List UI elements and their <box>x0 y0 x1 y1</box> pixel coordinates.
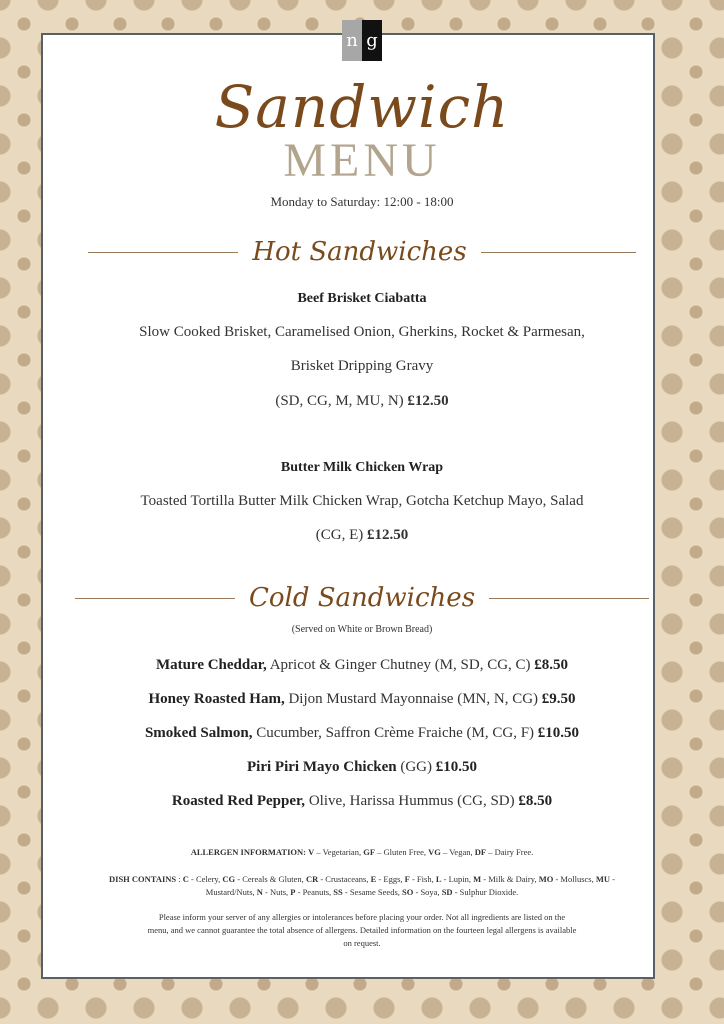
dish-description: Slow Cooked Brisket, Caramelised Onion, Gherkins, Rocket & Parmesan, <box>139 324 585 340</box>
cold-item-name: Honey Roasted Ham, <box>148 691 285 707</box>
cold-item-name: Smoked Salmon, <box>144 725 253 741</box>
allergen-code: GF <box>363 847 376 857</box>
heading-rule-left <box>75 598 235 599</box>
allergen-text: - Crustaceans, <box>320 874 369 884</box>
allergen-code: SS <box>333 887 343 897</box>
dish-name: Beef Brisket Ciabatta <box>297 291 427 306</box>
allergen-code: VG <box>428 847 441 857</box>
allergen-text: - Milk & Dairy, <box>483 874 537 884</box>
allergen-text: - Lupin, <box>443 874 472 884</box>
allergen-code: V <box>308 847 315 857</box>
disclaimer-line: Please inform your server of any allergies or intolerances before placing your order. Not all ingredients are listed on the <box>158 912 566 922</box>
allergen-text: – Vegetarian, <box>316 847 362 857</box>
heading-rule-right <box>481 252 636 253</box>
allergen-code: F <box>404 874 410 884</box>
cold-item-desc: (GG) <box>400 759 432 775</box>
allergen-text: – Vegan, <box>443 847 473 857</box>
cold-item-price: £10.50 <box>537 725 580 741</box>
disclaimer-line: menu, and we cannot guarantee the total absence of allergens. Detailed information on the fourteen legal allergens is available <box>147 925 577 935</box>
allergen-text: - Eggs, <box>378 874 403 884</box>
allergen-code: SD <box>441 887 453 897</box>
cold-item <box>0 759 724 776</box>
cold-item-name: Mature Cheddar, <box>155 657 267 673</box>
cold-heading-label: Cold Sandwiches <box>248 583 476 613</box>
opening-hours: Monday to Saturday: 12:00 - 18:00 <box>270 194 454 209</box>
cold-item-desc: Apricot & Ginger Chutney (M, SD, CG, C) <box>269 657 531 673</box>
hot-section-heading <box>0 232 724 272</box>
allergen-text: - Molluscs, <box>555 874 594 884</box>
dish-price: £12.50 <box>367 527 409 543</box>
cold-item-price: £10.50 <box>435 759 477 775</box>
cold-item <box>0 793 724 810</box>
cold-item <box>0 657 724 674</box>
heading-rule-right <box>489 598 649 599</box>
allergen-code: DF <box>474 847 487 857</box>
allergen-code: E <box>370 874 377 884</box>
allergen-text: - Cereals & Gluten, <box>237 874 304 884</box>
dish-allergens: (CG, E) <box>315 527 364 543</box>
bread-note: (Served on White or Brown Bread) <box>291 624 433 635</box>
cold-item-desc: Dijon Mustard Mayonnaise (MN, N, CG) <box>288 691 539 707</box>
cold-item-price: £8.50 <box>518 793 553 809</box>
logo-letter-n: n <box>342 20 362 61</box>
allergen-information <box>0 846 724 858</box>
title-sandwich: Sandwich <box>214 73 510 141</box>
allergen-text: - <box>612 874 615 884</box>
allergen-code: SO <box>402 887 414 897</box>
dish-contains-line1: DISH CONTAINS : C - Celery, CG - Cereals & Gluten, CR - Crustaceans, E - Eggs, F - Fish, L - Lupin, M - Milk & Dairy, MO - Molluscs, MU - <box>109 874 615 884</box>
allergen-code: MU <box>595 874 611 884</box>
cold-item-price: £9.50 <box>541 691 576 707</box>
allergen-code: N <box>256 887 263 897</box>
cold-item-name: Piri Piri Mayo Chicken <box>247 759 397 775</box>
allergen-text: – Gluten Free, <box>377 847 427 857</box>
dish-allergens: (SD, CG, M, MU, N) <box>275 393 404 409</box>
allergen-code: P <box>290 887 296 897</box>
allergen-text: - Peanuts, <box>297 887 332 897</box>
dish-description: Brisket Dripping Gravy <box>290 358 434 374</box>
cold-item-desc: Olive, Harissa Hummus (CG, SD) <box>308 793 515 809</box>
cold-item-name: Roasted Red Pepper, <box>171 793 306 809</box>
cold-item <box>0 691 724 708</box>
dish-name: Butter Milk Chicken Wrap <box>280 460 444 475</box>
allergen-code: CR <box>305 874 319 884</box>
disclaimer-line: on request. <box>343 938 381 948</box>
allergen-info-label: ALLERGEN INFORMATION: <box>190 847 306 857</box>
ng-logo <box>342 20 382 61</box>
cold-section-heading <box>0 578 724 618</box>
dish-price: £12.50 <box>407 393 449 409</box>
allergen-text: - Celery, <box>191 874 221 884</box>
allergen-text: - Sulphur Dioxide. <box>454 887 519 897</box>
allergen-code: L <box>435 874 442 884</box>
dish-contains-line2 <box>0 886 724 898</box>
logo-letter-g: g <box>362 20 382 61</box>
dish-allergens-price <box>0 393 724 410</box>
cold-item <box>0 725 724 742</box>
allergen-text: – Dairy Free. <box>488 847 534 857</box>
cold-item-price: £8.50 <box>534 657 569 673</box>
allergen-text: - Nuts, <box>265 887 289 897</box>
allergen-code: CG <box>222 874 236 884</box>
dish-contains-label: DISH CONTAINS <box>109 874 177 884</box>
allergen-text: - Soya, <box>415 887 440 897</box>
dish-allergens-price <box>0 527 724 544</box>
allergen-code: MO <box>538 874 554 884</box>
allergen-text: - Fish, <box>411 874 434 884</box>
cold-item-desc: Cucumber, Saffron Crème Fraiche (M, CG, F) <box>256 725 535 741</box>
allergen-text: Mustard/Nuts, <box>205 887 255 897</box>
dish-description: Toasted Tortilla Butter Milk Chicken Wrap, Gotcha Ketchup Mayo, Salad <box>140 493 584 509</box>
allergen-code: M <box>473 874 482 884</box>
heading-rule-left <box>88 252 238 253</box>
allergen-text: - Sesame Seeds, <box>344 887 400 897</box>
title-menu: MENU <box>283 134 441 187</box>
hot-heading-label: Hot Sandwiches <box>252 237 467 267</box>
allergen-code: C <box>182 874 189 884</box>
